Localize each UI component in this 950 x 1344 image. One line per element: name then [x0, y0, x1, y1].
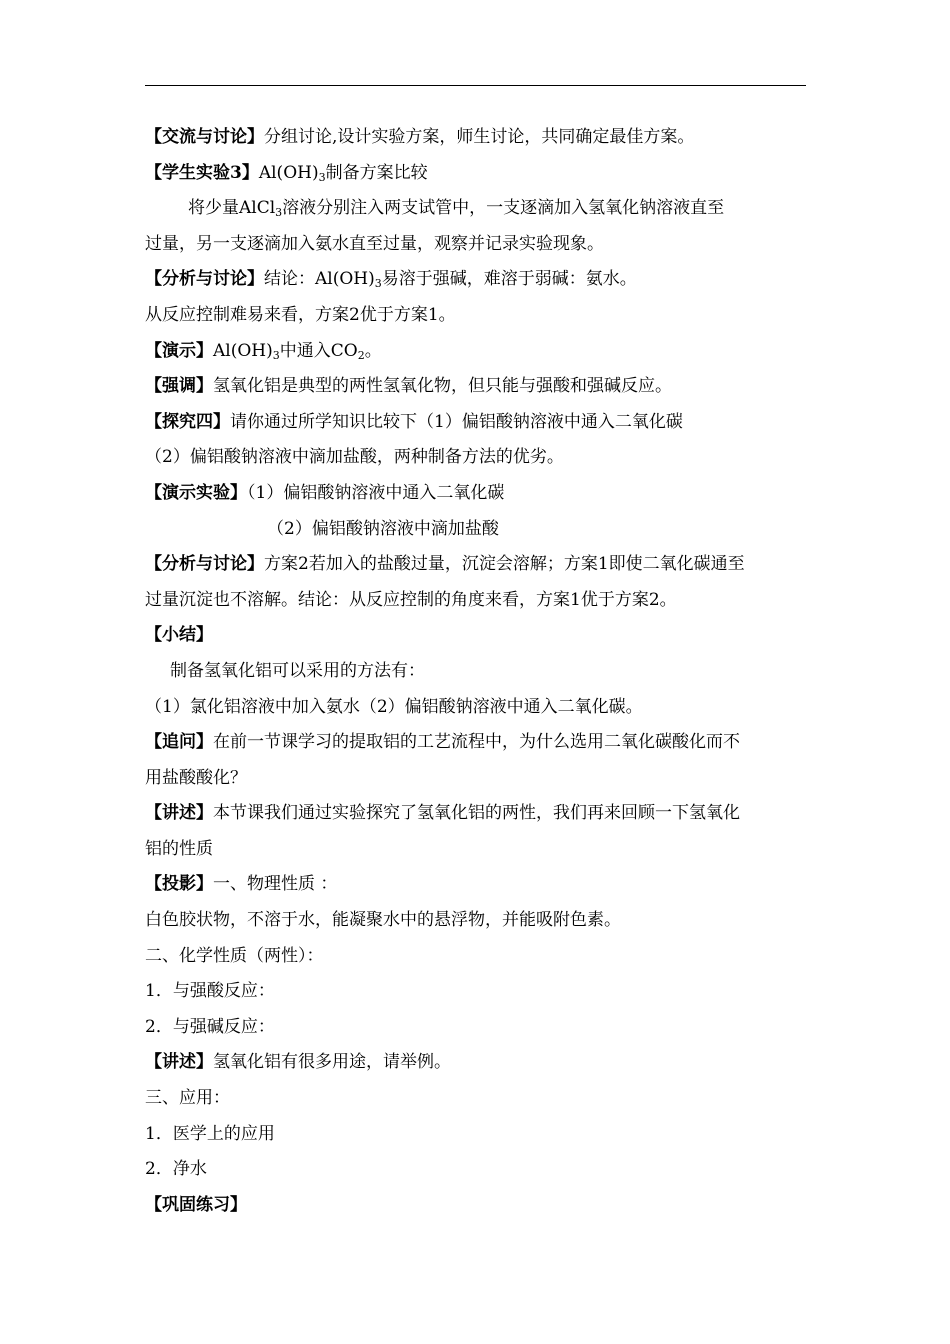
paragraph-text: （1）氯化铝溶液中加入氨水（2）偏铝酸钠溶液中通入二氧化碳。: [145, 696, 643, 717]
paragraph-exploration-4: [145, 405, 806, 441]
paragraph-demo-experiment-2: [145, 512, 806, 548]
section-tag: 【讲述】: [145, 803, 213, 824]
paragraph-text: 本节课我们通过实验探究了氢氧化铝的两性，我们再来回顾一下氢氧化: [213, 803, 740, 824]
section-tag: 【探究四】: [145, 411, 230, 432]
paragraph-follow-up: [145, 725, 806, 761]
paragraph-experiment-procedure: [145, 191, 806, 227]
paragraph-comparison: [145, 298, 806, 334]
document-body: [145, 120, 806, 1223]
paragraph-text: 1．与强酸反应：: [145, 981, 275, 1002]
section-tag: 【小结】: [145, 625, 213, 646]
subscript: 3: [318, 170, 326, 184]
paragraph-narration-1-cont: [145, 832, 806, 868]
paragraph-text: （2）偏铝酸钠溶液中滴加盐酸: [267, 518, 499, 539]
paragraph-text: （2）偏铝酸钠溶液中滴加盐酸，两种制备方法的优劣。: [145, 447, 564, 468]
paragraph-text: 从反应控制难易来看，方案2优于方案1。: [145, 304, 456, 325]
paragraph-follow-up-cont: [145, 761, 806, 797]
section-tag: 【分析与讨论】: [145, 269, 264, 290]
paragraph-summary-intro: [145, 654, 806, 690]
paragraph-text: 过量沉淀也不溶解。结论：从反应控制的角度来看，方案1优于方案2。: [145, 589, 677, 610]
paragraph-acid-reaction: [145, 974, 806, 1010]
paragraph-chemical-properties: [145, 939, 806, 975]
paragraph-water-purification: [145, 1152, 806, 1188]
section-tag: 【演示实验】: [145, 482, 247, 503]
paragraph-text: Al(OH): [213, 340, 273, 361]
subscript: 3: [275, 206, 283, 220]
paragraph-text: 方案2若加入的盐酸过量，沉淀会溶解；方案1即使二氧化碳通至: [264, 554, 745, 575]
section-tag: 【演示】: [145, 340, 213, 361]
paragraph-text: 易溶于强碱，难溶于弱碱：氨水。: [381, 269, 637, 290]
section-tag: 【追问】: [145, 732, 213, 753]
paragraph-text: 请你通过所学知识比较下（1）偏铝酸钠溶液中通入二氧化碳: [230, 411, 683, 432]
paragraph-analysis-1: [145, 262, 806, 298]
subscript: 3: [374, 277, 382, 291]
paragraph-text: 三、应用：: [145, 1088, 230, 1109]
paragraph-text: 溶液分别注入两支试管中，一支逐滴加入氢氧化钠溶液直至: [282, 198, 725, 219]
paragraph-exchange-discussion: [145, 120, 806, 156]
paragraph-text: Al(OH): [258, 162, 319, 183]
paragraph-student-experiment-3: [145, 156, 806, 192]
paragraph-text: 结论：Al(OH): [264, 269, 375, 290]
paragraph-applications: [145, 1081, 806, 1117]
paragraph-text: 2．与强碱反应：: [145, 1016, 275, 1037]
paragraph-text: 。: [364, 340, 382, 361]
paragraph-text: 过量，另一支逐滴加入氨水直至过量，观察并记录实验现象。: [145, 233, 604, 254]
section-tag: 【巩固练习】: [145, 1194, 247, 1215]
section-tag: 【学生实验3】: [145, 162, 259, 183]
paragraph-text: 铝的性质: [145, 838, 213, 859]
paragraph-text: 氢氧化铝有很多用途，请举例。: [213, 1052, 451, 1073]
paragraph-text: 二、化学性质（两性）：: [145, 945, 324, 966]
paragraph-summary-methods: [145, 690, 806, 726]
paragraph-text: 中通入CO: [279, 340, 358, 361]
paragraph-text: 用盐酸酸化？: [145, 767, 247, 788]
section-tag: 【交流与讨论】: [145, 127, 264, 147]
paragraph-demonstration: [145, 334, 806, 370]
paragraph-text: 白色胶状物，不溶于水，能凝聚水中的悬浮物，并能吸附色素。: [145, 910, 621, 931]
paragraph-narration-1: [145, 796, 806, 832]
paragraph-base-reaction: [145, 1010, 806, 1046]
paragraph-narration-2: [145, 1045, 806, 1081]
paragraph-summary-heading: [145, 618, 806, 654]
paragraph-text: 在前一节课学习的提取铝的工艺流程中，为什么选用二氧化碳酸化而不: [213, 732, 740, 753]
section-tag: 【分析与讨论】: [145, 554, 264, 575]
paragraph-physical-properties: [145, 903, 806, 939]
paragraph-practice-heading: [145, 1188, 806, 1224]
subscript: 3: [272, 348, 280, 362]
paragraph-text: 1．医学上的应用: [145, 1123, 275, 1144]
paragraph-projection: [145, 867, 806, 903]
paragraph-experiment-procedure-cont: [145, 227, 806, 263]
paragraph-text: 一、物理性质 ：: [213, 874, 338, 895]
paragraph-text: （1）偏铝酸钠溶液中通入二氧化碳: [247, 482, 505, 503]
section-tag: 【讲述】: [145, 1052, 213, 1073]
paragraph-text: 2．净水: [145, 1159, 207, 1180]
header-rule: [145, 85, 806, 86]
paragraph-text: 制备方案比较: [325, 162, 428, 183]
paragraph-exploration-4-cont: [145, 440, 806, 476]
paragraph-analysis-2: [145, 547, 806, 583]
paragraph-emphasis: [145, 369, 806, 405]
paragraph-text: 分组讨论,设计实验方案，师生讨论，共同确定最佳方案。: [264, 127, 695, 147]
paragraph-analysis-2-cont: [145, 583, 806, 619]
section-tag: 【强调】: [145, 376, 213, 397]
paragraph-text: 氢氧化铝是典型的两性氢氧化物，但只能与强酸和强碱反应。: [213, 376, 672, 397]
subscript: 2: [357, 348, 365, 362]
paragraph-text: 将少量AlCl: [188, 198, 276, 219]
paragraph-text: 制备氢氧化铝可以采用的方法有：: [170, 660, 425, 681]
paragraph-demo-experiment: [145, 476, 806, 512]
paragraph-medical-application: [145, 1117, 806, 1153]
section-tag: 【投影】: [145, 874, 213, 895]
